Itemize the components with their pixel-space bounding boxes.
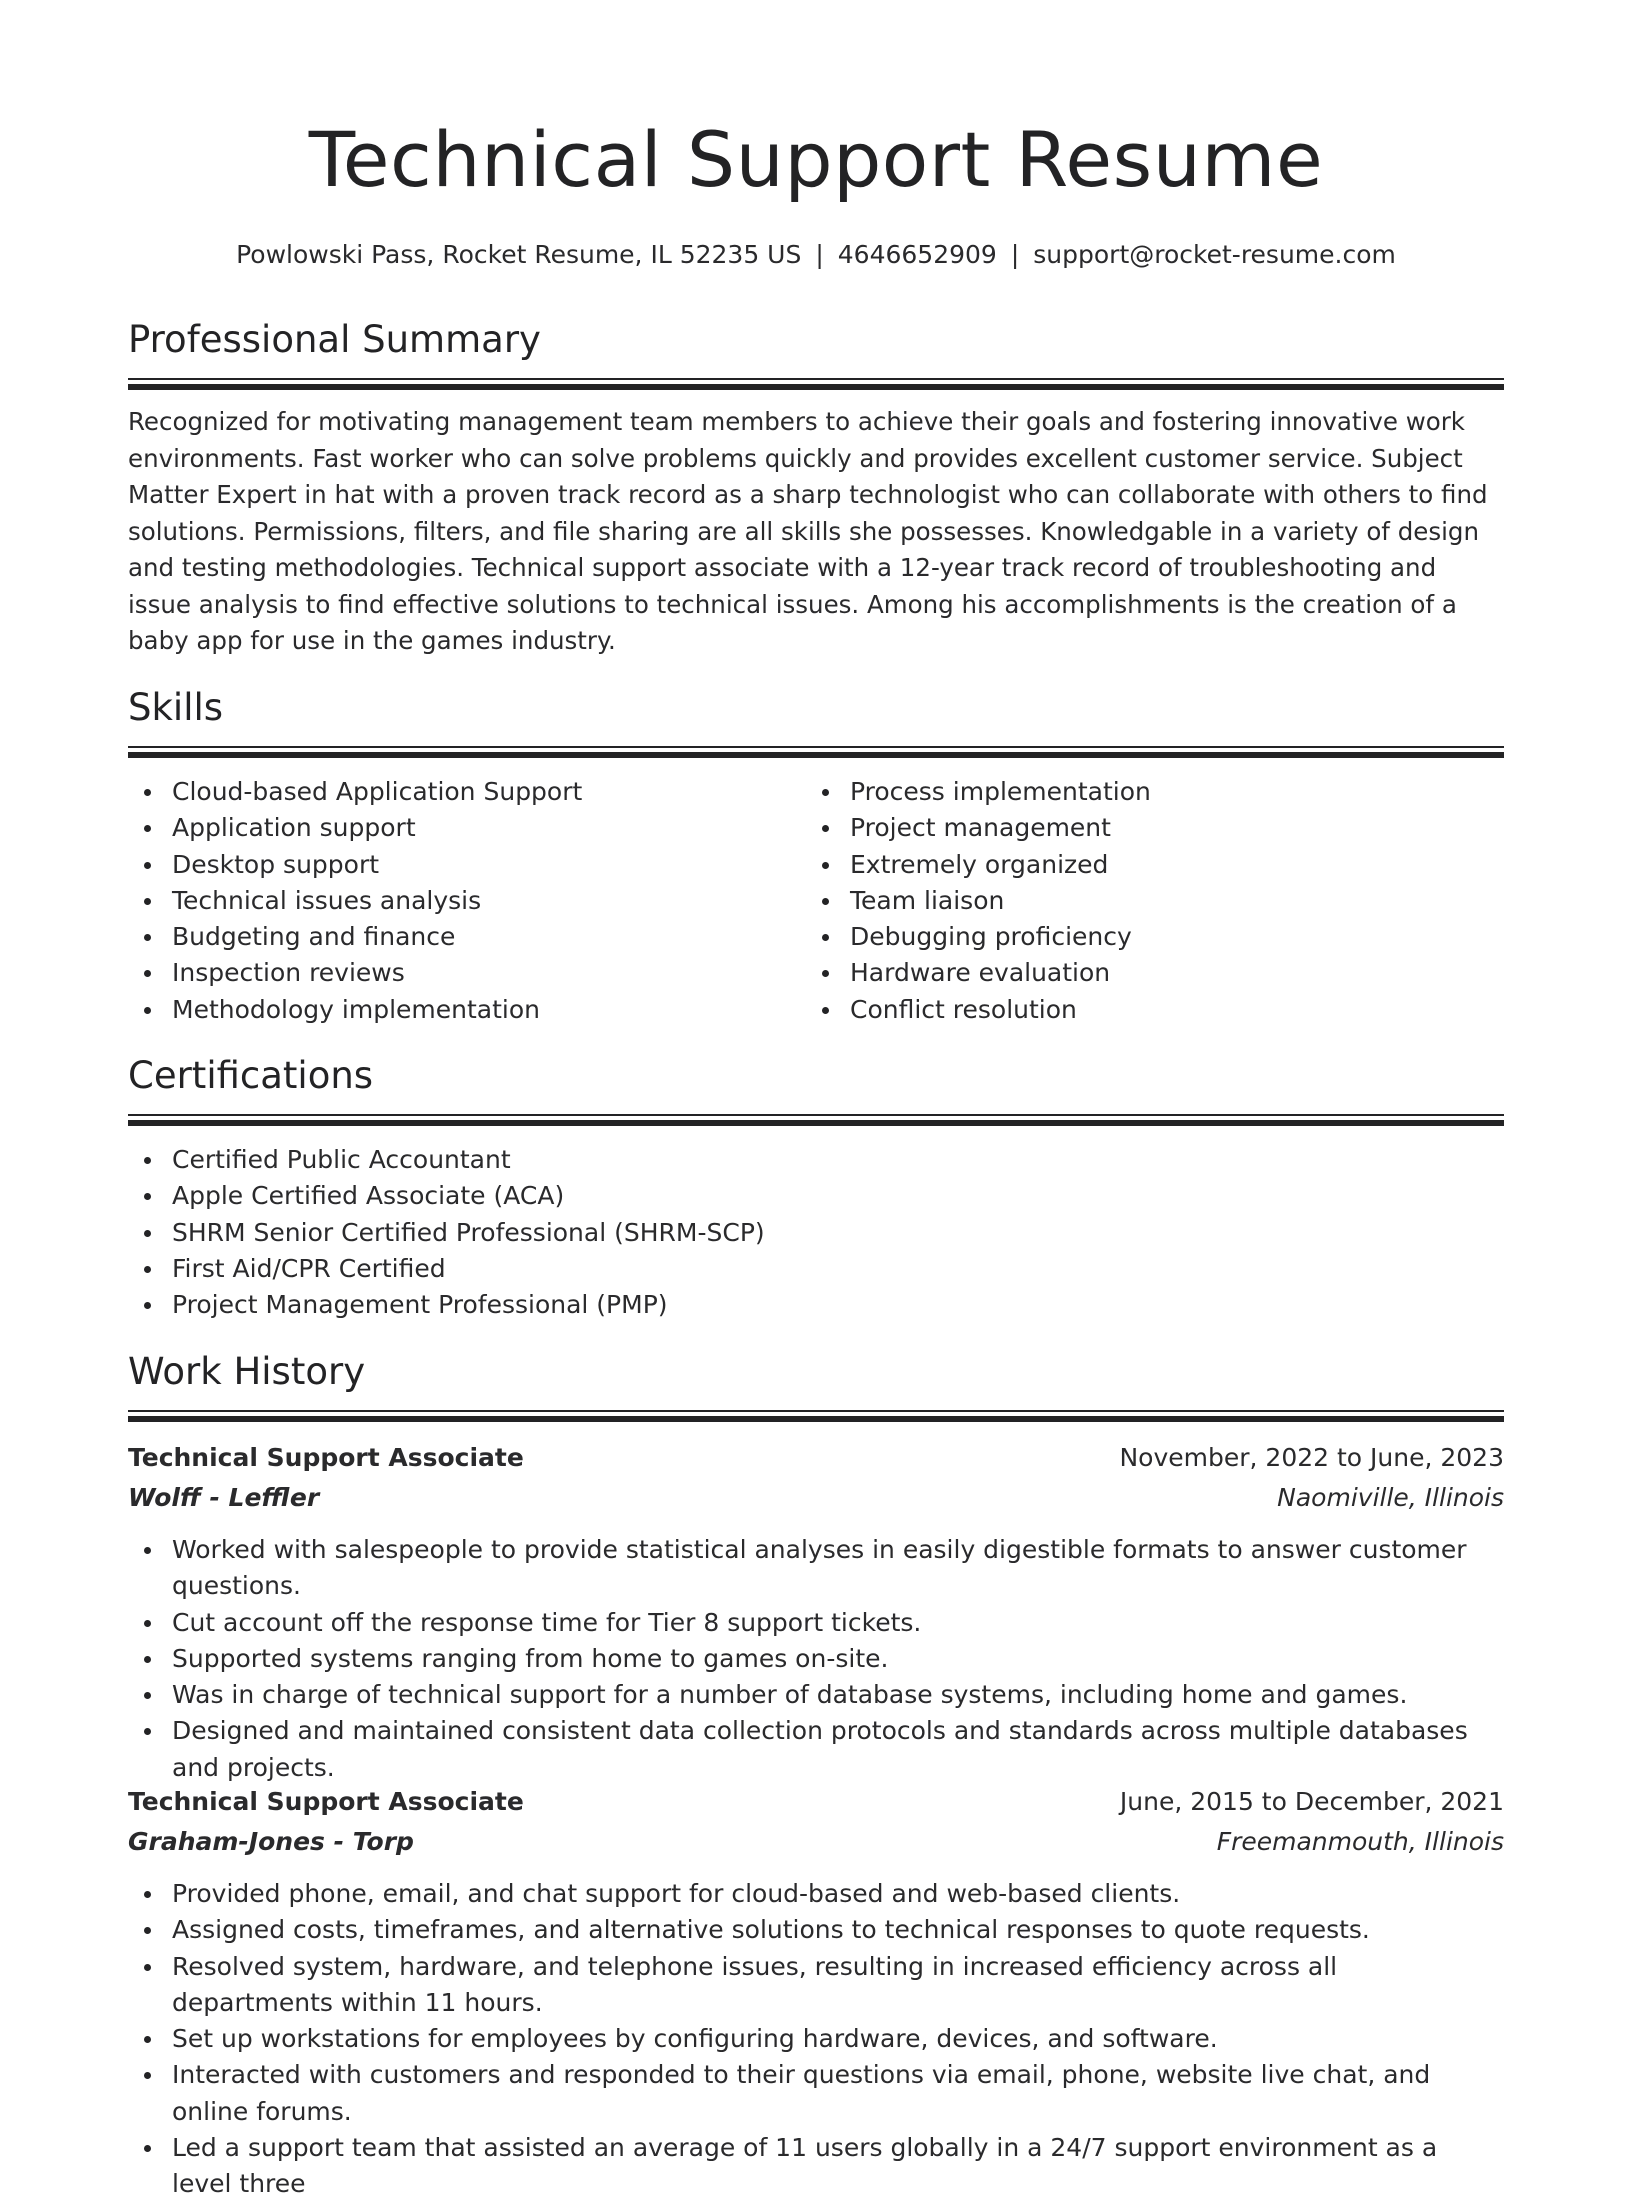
skill-item: Conflict resolution [850,992,1490,1028]
certifications-list [128,1142,1504,1323]
contact-phone: 4646652909 [837,240,997,269]
section-divider [128,746,1504,758]
certification-item: Apple Certified Associate (ACA) [172,1178,1504,1214]
skills-heading: Skills [128,686,224,729]
skills-list-right [806,774,1490,1028]
skills-list-left [128,774,812,1028]
job-bullet: Provided phone, email, and chat support for cloud-based and web-based clients. [172,1876,1504,1912]
skill-item: Debugging proficiency [850,919,1490,955]
job-bullet: Cut account off the response time for Tier 8 support tickets. [172,1605,1504,1641]
skill-item: Inspection reviews [172,955,812,991]
certification-item: First Aid/CPR Certified [172,1251,1504,1287]
summary-heading: Professional Summary [128,318,541,361]
skill-item: Technical issues analysis [172,883,812,919]
job-header [128,1784,1504,1864]
job-location: Naomiville, Illinois [1277,1483,1504,1512]
skill-item: Extremely organized [850,847,1490,883]
skill-item: Hardware evaluation [850,955,1490,991]
contact-address: Powlowski Pass, Rocket Resume, IL 52235 US [236,240,802,269]
job-bullet: Supported systems ranging from home to games on-site. [172,1641,1504,1677]
job-header [128,1440,1504,1520]
contact-separator: | [815,240,824,269]
skill-item: Application support [172,810,812,846]
job-bullet: Designed and maintained consistent data collection protocols and standards across multiple databases and projects. [172,1713,1504,1786]
skill-item: Cloud-based Application Support [172,774,812,810]
page-title: Technical Support Resume [308,115,1324,204]
job-company: Wolff - Leffler [128,1483,320,1512]
skill-item: Budgeting and finance [172,919,812,955]
summary-text: Recognized for motivating management team members to achieve their goals and fostering innovative work environments. Fast worker who can solve problems quickly and provides excellent customer service. Subject Matter Expert in hat with a proven track record as a sharp technologist who can collaborate with others to find solutions. Permissions, filters, and file sharing are all skills she possesses. Knowledgable in a variety of design and testing methodologies. Technical support associate with a 12-year track record of troubleshooting and issue analysis to find effective solutions to technical issues. Among his accomplishments is the creation of a baby app for use in the games industry. [128,407,1488,655]
section-divider [128,1410,1504,1422]
work-history-heading: Work History [128,1350,366,1393]
skill-item: Desktop support [172,847,812,883]
job-dates: November, 2022 to June, 2023 [1119,1443,1504,1472]
job-bullet: Worked with salespeople to provide statistical analyses in easily digestible formats to answer customer questions. [172,1532,1504,1605]
job-bullet: Resolved system, hardware, and telephone issues, resulting in increased efficiency across all departments within 11 hours. [172,1949,1504,2022]
job-company: Graham-Jones - Torp [128,1827,414,1856]
certification-item: Project Management Professional (PMP) [172,1287,1504,1323]
skill-item: Methodology implementation [172,992,812,1028]
job-bullet: Assigned costs, timeframes, and alternative solutions to technical responses to quote requests. [172,1912,1504,1948]
certification-item: Certified Public Accountant [172,1142,1504,1178]
job-dates: June, 2015 to December, 2021 [1119,1787,1504,1816]
contact-line [0,240,1632,270]
job-title: Technical Support Associate [128,1787,524,1816]
job-location: Freemanmouth, Illinois [1216,1827,1504,1856]
job-bullet: Led a support team that assisted an average of 11 users globally in a 24/7 support environment as a level three [172,2130,1504,2203]
job-bullet: Set up workstations for employees by configuring hardware, devices, and software. [172,2021,1504,2057]
section-divider [128,1114,1504,1126]
section-divider [128,378,1504,390]
certifications-heading: Certifications [128,1054,374,1097]
skill-item: Team liaison [850,883,1490,919]
job-bullet: Was in charge of technical support for a number of database systems, including home and games. [172,1677,1504,1713]
job-bullets [128,1532,1504,1786]
skill-item: Process implementation [850,774,1490,810]
job-title: Technical Support Associate [128,1443,524,1472]
job-bullet: Interacted with customers and responded to their questions via email, phone, website live chat, and online forums. [172,2057,1504,2130]
job-bullets [128,1876,1504,2203]
contact-separator: | [1010,240,1020,269]
skill-item: Project management [850,810,1490,846]
certification-item: SHRM Senior Certified Professional (SHRM-SCP) [172,1215,1504,1251]
contact-email: support@rocket-resume.com [1033,240,1396,269]
